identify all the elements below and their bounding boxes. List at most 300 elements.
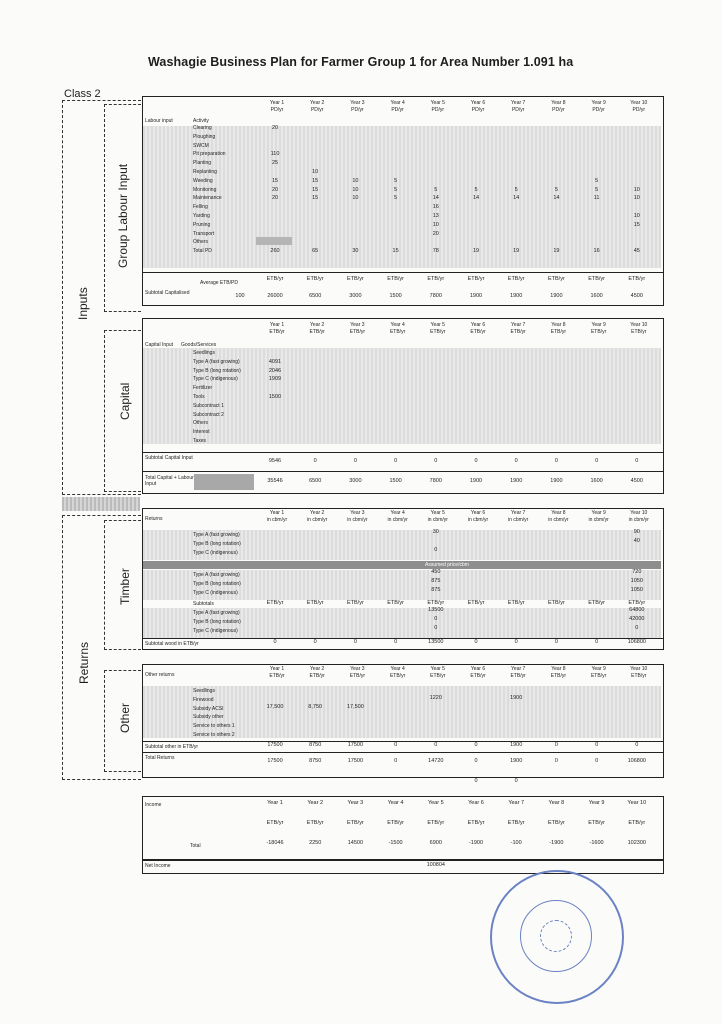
total-returns: 0: [474, 758, 478, 764]
timber-etb-unit: ETB/yr: [467, 600, 485, 606]
timber-vol-value: 0: [434, 547, 438, 553]
timber-total: 0: [474, 639, 478, 645]
labour-value: 5: [394, 195, 398, 202]
net-income-row: [142, 860, 664, 874]
year-label: Year 2: [310, 666, 325, 672]
income-year: Year 4: [387, 800, 404, 806]
income-total-label: Total: [190, 843, 201, 849]
labour-subtotal: 26000: [267, 293, 283, 299]
year-label: Year 7: [511, 510, 526, 516]
seal-core: [540, 920, 572, 952]
timber-etb-unit: ETB/yr: [427, 600, 445, 606]
year-header: [260, 322, 294, 336]
other-value: 17,500: [346, 703, 364, 710]
timber-total: 0: [394, 639, 398, 645]
unit-label: ETB/yr: [510, 673, 526, 679]
unit-label: ETB/yr: [269, 673, 285, 679]
income-unit: ETB/yr: [467, 820, 485, 826]
year-header: [340, 322, 374, 336]
year-label: Year 6: [470, 666, 486, 672]
timber-etb-unit: ETB/yr: [346, 600, 364, 606]
capital-total: 1600: [590, 478, 603, 484]
year-label: Year 4: [390, 666, 405, 672]
unit-label: PD/yr: [632, 107, 646, 113]
timber-sub-value: 0: [434, 625, 438, 631]
timber-sub-label: Type B (long rotation): [193, 619, 241, 625]
income-total: 102300: [627, 840, 646, 846]
timber-sub-label: Type A (fast growing): [193, 610, 240, 616]
timber-etb-unit: ETB/yr: [588, 600, 605, 606]
year-header: [421, 322, 455, 336]
income-year: Year 9: [588, 800, 605, 806]
extra-zero: 0: [474, 778, 478, 784]
activity-label: Weeding: [193, 177, 213, 184]
total-capital-shade: [194, 474, 254, 490]
etb-unit: ETB/yr: [547, 276, 565, 282]
year-header: [582, 510, 616, 524]
year-header: [300, 100, 334, 114]
capital-item-label: Subcontract 2: [193, 411, 224, 418]
total-returns: 8750: [309, 758, 322, 764]
year-label: Year 2: [310, 100, 325, 106]
year-header: [421, 510, 455, 524]
labour-subtotal: 3000: [349, 293, 362, 299]
other-subtotal: 0: [474, 742, 478, 748]
labour-corner: Labour input: [145, 118, 173, 124]
unit-label: ETB/yr: [631, 673, 647, 679]
income-unit: ETB/yr: [507, 820, 525, 826]
year-header: [501, 510, 535, 524]
capital-item-label: Subcontract 1: [193, 402, 224, 409]
income-total: 14500: [347, 840, 364, 846]
labour-value: 10: [352, 195, 359, 202]
activity-label: Yarding: [193, 213, 210, 219]
capital-subtotal: 9546: [268, 458, 282, 464]
year-label: Year 6: [470, 510, 486, 516]
year-label: Year 5: [430, 100, 445, 106]
unit-label: PD/yr: [431, 107, 445, 113]
year-header: [461, 666, 495, 680]
unit-label: ETB/yr: [590, 673, 607, 679]
timber-vol-value: 40: [633, 538, 640, 544]
year-label: Year 9: [591, 100, 606, 106]
capital-value: 4091: [268, 358, 282, 365]
capital-subtotal: 0: [635, 458, 639, 464]
income-unit: ETB/yr: [266, 820, 284, 826]
capital-subtotal: 0: [394, 458, 398, 464]
official-seal-icon: [490, 870, 624, 1004]
unit-label: ETB/yr: [269, 329, 285, 335]
etb-unit: ETB/yr: [467, 276, 485, 282]
income-unit: ETB/yr: [547, 820, 565, 826]
timber-sub-value: 13500: [428, 607, 444, 613]
labour-value: 260: [270, 248, 280, 255]
year-header: [300, 666, 334, 680]
etb-unit: ETB/yr: [507, 276, 525, 282]
capital-value: 1500: [268, 394, 282, 400]
labour-value: 10: [633, 186, 640, 193]
year-header: [541, 100, 575, 114]
labour-value: 15: [312, 195, 319, 202]
year-header: [381, 322, 415, 336]
other-side-label: Other: [118, 702, 132, 733]
capital-subtotal: 0: [595, 458, 599, 464]
year-header: [501, 100, 535, 114]
labour-value: 25: [271, 160, 279, 167]
unit-label: PD/yr: [592, 107, 605, 113]
capital-item-label: Type C (indigenous): [193, 376, 238, 383]
labour-subtotal: 1500: [389, 293, 402, 299]
capital-item-label: Others: [193, 420, 209, 427]
other-subtotal-label: Subtotal other in ETB/yr: [145, 744, 199, 750]
inputs-side-label: Inputs: [76, 287, 90, 320]
activity-label: Pit preparation: [193, 151, 226, 158]
capital-item-label: Taxes: [193, 438, 207, 444]
year-header: [340, 510, 374, 524]
timber-price-value: 1050: [630, 578, 643, 584]
labour-value: 19: [472, 248, 480, 255]
year-label: Year 2: [310, 510, 325, 516]
timber-total: 0: [554, 639, 558, 645]
timber-vol-label: Type A (fast growing): [193, 532, 240, 538]
year-label: Year 10: [630, 100, 648, 106]
income-unit: ETB/yr: [427, 820, 445, 826]
labour-value: 15: [271, 177, 279, 184]
net-income-label: Net Income: [145, 863, 171, 869]
capital-total: 4500: [630, 478, 643, 484]
activity-label: Clearing: [193, 125, 212, 131]
year-header: [541, 510, 575, 524]
net-income-value: 100804: [426, 862, 445, 868]
total-returns: 1900: [510, 758, 523, 764]
unit-label: in cbm/yr: [588, 517, 609, 523]
other-item-label: Subsidy other: [193, 714, 224, 721]
income-label: Income: [145, 802, 162, 808]
labour-value: 65: [312, 248, 319, 255]
activity-label: Ploughing: [193, 133, 216, 140]
year-header: [582, 322, 616, 336]
year-header: [461, 100, 495, 114]
other-item-label: Subsidy ACSI: [193, 705, 224, 712]
income-year: Year 6: [468, 800, 484, 806]
income-year: Year 8: [548, 800, 565, 806]
labour-value: 78: [432, 248, 439, 255]
year-label: Year 7: [511, 100, 526, 106]
unit-label: ETB/yr: [349, 673, 366, 679]
labour-subtotal: 6500: [309, 293, 322, 299]
total-returns: 0: [394, 758, 398, 764]
transport-highlight: [256, 237, 292, 245]
timber-total: 106800: [627, 639, 646, 645]
other-subtotal: 0: [394, 742, 398, 748]
year-label: Year 5: [430, 666, 445, 672]
timber-total-label: Subtotal wood in ETB/yr: [145, 641, 199, 647]
income-unit: ETB/yr: [588, 820, 605, 826]
unit-label: in cbm/yr: [548, 517, 569, 523]
timber-corner: Returns: [145, 516, 163, 522]
labour-subtotal: 4500: [630, 293, 643, 299]
labour-value: 5: [394, 186, 398, 193]
year-label: Year 6: [470, 322, 486, 328]
timber-sub-label: Type C (indigenous): [193, 628, 238, 634]
year-header: [300, 510, 334, 524]
income-total: -1500: [388, 840, 403, 846]
year-header: [622, 100, 656, 114]
etb-unit: ETB/yr: [588, 276, 605, 282]
income-total: -100: [510, 840, 522, 846]
activity-label: Transport: [193, 230, 215, 237]
year-label: Year 10: [630, 666, 648, 672]
capital-total: 35546: [267, 478, 283, 484]
timber-price-label: Type C (indigenous): [193, 590, 238, 596]
unit-label: in cbm/yr: [628, 517, 649, 523]
other-value: 1900: [510, 694, 523, 701]
total-returns: 17500: [267, 758, 283, 764]
labour-value: 14: [432, 195, 439, 202]
capital-subtotal-label: Subtotal Capital Input: [145, 455, 193, 461]
year-label: Year 3: [350, 322, 365, 328]
year-label: Year 1: [269, 322, 285, 328]
year-header: [260, 100, 294, 114]
other-subtotal: 0: [635, 742, 639, 748]
capital-subtotal: 0: [434, 458, 438, 464]
goods-header: Goods/Services: [181, 342, 217, 348]
timber-vol-label: Type B (long rotation): [193, 541, 241, 547]
extra-zero: 0: [514, 778, 518, 784]
labour-value: 110: [270, 151, 280, 158]
page-title: Washagie Business Plan for Farmer Group 1 for Area Number 1.091 ha: [148, 55, 574, 69]
capital-item-label: Tools: [193, 394, 205, 400]
etb-unit: ETB/yr: [628, 276, 646, 282]
year-label: Year 1: [269, 666, 285, 672]
labour-subtotal: 1900: [510, 293, 523, 299]
year-label: Year 2: [310, 322, 325, 328]
labour-value: 15: [312, 177, 319, 184]
year-label: Year 7: [511, 666, 526, 672]
etb-unit: ETB/yr: [346, 276, 364, 282]
unit-label: in cbm/yr: [307, 517, 328, 523]
year-label: Year 10: [630, 510, 648, 516]
activity-label: Maintenance: [193, 195, 222, 202]
activity-label: Others: [193, 239, 209, 246]
year-label: Year 8: [551, 322, 566, 328]
labour-value: 13: [432, 213, 439, 219]
income-unit: ETB/yr: [306, 820, 324, 826]
year-header: [461, 322, 495, 336]
timber-total: 13500: [428, 639, 444, 645]
year-label: Year 5: [430, 510, 445, 516]
timber-sub-value: 0: [434, 616, 438, 622]
unit-label: PD/yr: [391, 107, 404, 113]
year-label: Year 3: [350, 510, 365, 516]
year-label: Year 8: [551, 666, 566, 672]
capital-value: 1909: [268, 376, 282, 383]
timber-price-value: 875: [431, 578, 441, 584]
class-label: Class 2: [64, 88, 101, 100]
other-subtotal: 8750: [309, 742, 322, 748]
income-total: -18046: [266, 840, 284, 846]
year-header: [582, 666, 616, 680]
year-header: [381, 666, 415, 680]
year-label: Year 9: [591, 322, 606, 328]
capital-corner: Capital Input: [145, 342, 174, 348]
other-item-label: Service to others 1: [193, 723, 235, 730]
total-returns: 106800: [627, 758, 646, 764]
timber-price-value: 1050: [630, 587, 643, 593]
unit-label: in cbm/yr: [508, 517, 529, 523]
capital-item-label: Type B (long rotation): [193, 367, 241, 374]
other-subtotal: 0: [554, 742, 558, 748]
activity-label: Pruning: [193, 221, 211, 228]
unit-label: ETB/yr: [430, 673, 446, 679]
year-label: Year 3: [350, 100, 365, 106]
labour-subtotal: 1900: [469, 293, 483, 299]
total-returns: 17500: [347, 758, 364, 764]
year-header: [622, 666, 656, 680]
income-year: Year 7: [508, 800, 525, 806]
unit-label: ETB/yr: [550, 673, 567, 679]
subtotals-label: Subtotals: [193, 601, 214, 607]
capital-total: 7800: [429, 478, 442, 484]
year-header: [501, 666, 535, 680]
year-label: Year 1: [269, 510, 285, 516]
income-year: Year 1: [267, 800, 283, 806]
capital-total: 1500: [389, 478, 402, 484]
other-subtotal: 17500: [347, 742, 364, 748]
total-capital-label: Total Capital + Labour Input: [145, 475, 194, 487]
other-subtotal: 0: [434, 742, 438, 748]
capital-total: 1900: [550, 478, 563, 484]
average-value: 100: [235, 293, 245, 299]
year-header: [421, 100, 455, 114]
income-unit: ETB/yr: [346, 820, 364, 826]
income-total: 6900: [429, 840, 442, 846]
income-year: Year 3: [347, 800, 364, 806]
labour-value: 19: [553, 248, 560, 255]
year-header: [582, 100, 616, 114]
capital-item-label: Type A (fast growing): [193, 358, 240, 365]
labour-value: 16: [432, 204, 439, 211]
labour-value: 5: [514, 186, 518, 193]
year-header: [300, 322, 334, 336]
timber-vol-value: 30: [432, 529, 439, 535]
section-divider: [62, 497, 140, 511]
unit-label: PD/yr: [270, 107, 284, 113]
etb-unit: ETB/yr: [427, 276, 445, 282]
unit-label: ETB/yr: [309, 673, 325, 679]
other-value: 1220: [429, 694, 442, 701]
labour-value: 10: [432, 221, 439, 228]
timber-etb-unit: ETB/yr: [547, 600, 565, 606]
labour-value: 10: [312, 169, 319, 175]
returns-side-label: Returns: [77, 641, 91, 684]
etb-unit: ETB/yr: [306, 276, 324, 282]
labour-subtotal: 1900: [550, 293, 563, 299]
timber-total: 0: [514, 639, 518, 645]
year-header: [381, 100, 415, 114]
labour-value: 5: [595, 186, 599, 193]
unit-label: ETB/yr: [550, 329, 567, 335]
capital-total: 1900: [510, 478, 523, 484]
other-subtotal: 17500: [267, 742, 283, 748]
timber-price-label: Type B (long rotation): [193, 581, 241, 587]
year-header: [541, 666, 575, 680]
activity-header: Activity: [193, 118, 209, 124]
year-label: Year 10: [630, 322, 648, 328]
capital-subtotal: 0: [313, 458, 317, 464]
year-header: [461, 510, 495, 524]
year-header: [541, 322, 575, 336]
income-year: Year 5: [427, 800, 444, 806]
unit-label: PD/yr: [310, 107, 324, 113]
labour-value: 20: [271, 186, 279, 193]
year-label: Year 1: [269, 100, 285, 106]
unit-label: PD/yr: [351, 107, 364, 113]
unit-label: in cbm/yr: [467, 517, 489, 523]
timber-total: 0: [595, 639, 599, 645]
labour-value: 15: [633, 221, 640, 228]
capital-total: 3000: [349, 478, 362, 484]
labour-value: 16: [593, 248, 600, 255]
timber-total: 0: [313, 639, 317, 645]
year-header: [622, 322, 656, 336]
capital-side-label: Capital: [118, 382, 132, 420]
labour-value: 5: [434, 186, 438, 193]
capital-total: 6500: [309, 478, 322, 484]
unit-label: ETB/yr: [631, 329, 647, 335]
year-label: Year 9: [591, 666, 606, 672]
income-total: 2250: [309, 840, 322, 846]
timber-etb-unit: ETB/yr: [628, 600, 646, 606]
labour-value: 5: [474, 186, 478, 193]
labour-value: 14: [513, 195, 520, 202]
timber-price-label: Type A (fast growing): [193, 572, 240, 578]
other-subtotal: 1900: [510, 742, 523, 748]
activity-label: Felling: [193, 204, 208, 211]
year-label: Year 8: [551, 100, 566, 106]
unit-label: ETB/yr: [389, 329, 406, 335]
unit-label: ETB/yr: [349, 329, 366, 335]
timber-vol-value: 90: [633, 529, 640, 535]
labour-value: 10: [352, 177, 359, 184]
timber-total: 0: [353, 639, 357, 645]
timber-side-label: Timber: [118, 568, 132, 605]
labour-value: 14: [553, 195, 560, 202]
labour-value: 20: [271, 125, 279, 131]
etb-unit: ETB/yr: [387, 276, 404, 282]
price-label: Assumed price/cbm: [425, 562, 469, 568]
capital-subtotal: 0: [554, 458, 558, 464]
average-label: Average ETB/PD: [200, 280, 238, 286]
income-total: -1900: [549, 840, 564, 846]
other-subtotal: 0: [595, 742, 599, 748]
unit-label: ETB/yr: [389, 673, 406, 679]
year-label: Year 4: [390, 100, 405, 106]
activity-label: Replanting: [193, 169, 217, 175]
unit-label: ETB/yr: [510, 329, 526, 335]
timber-etb-unit: ETB/yr: [387, 600, 404, 606]
timber-sub-value: 42000: [629, 616, 645, 622]
timber-price-value: 875: [431, 587, 441, 593]
total-returns: 0: [554, 758, 558, 764]
capital-subtotal: 0: [514, 458, 518, 464]
income-year: Year 10: [627, 800, 647, 806]
activity-label: SWCM: [193, 142, 209, 149]
unit-label: ETB/yr: [470, 329, 486, 335]
unit-label: ETB/yr: [470, 673, 486, 679]
other-value: 17,500: [266, 703, 284, 710]
unit-label: in cbm/yr: [387, 517, 408, 523]
